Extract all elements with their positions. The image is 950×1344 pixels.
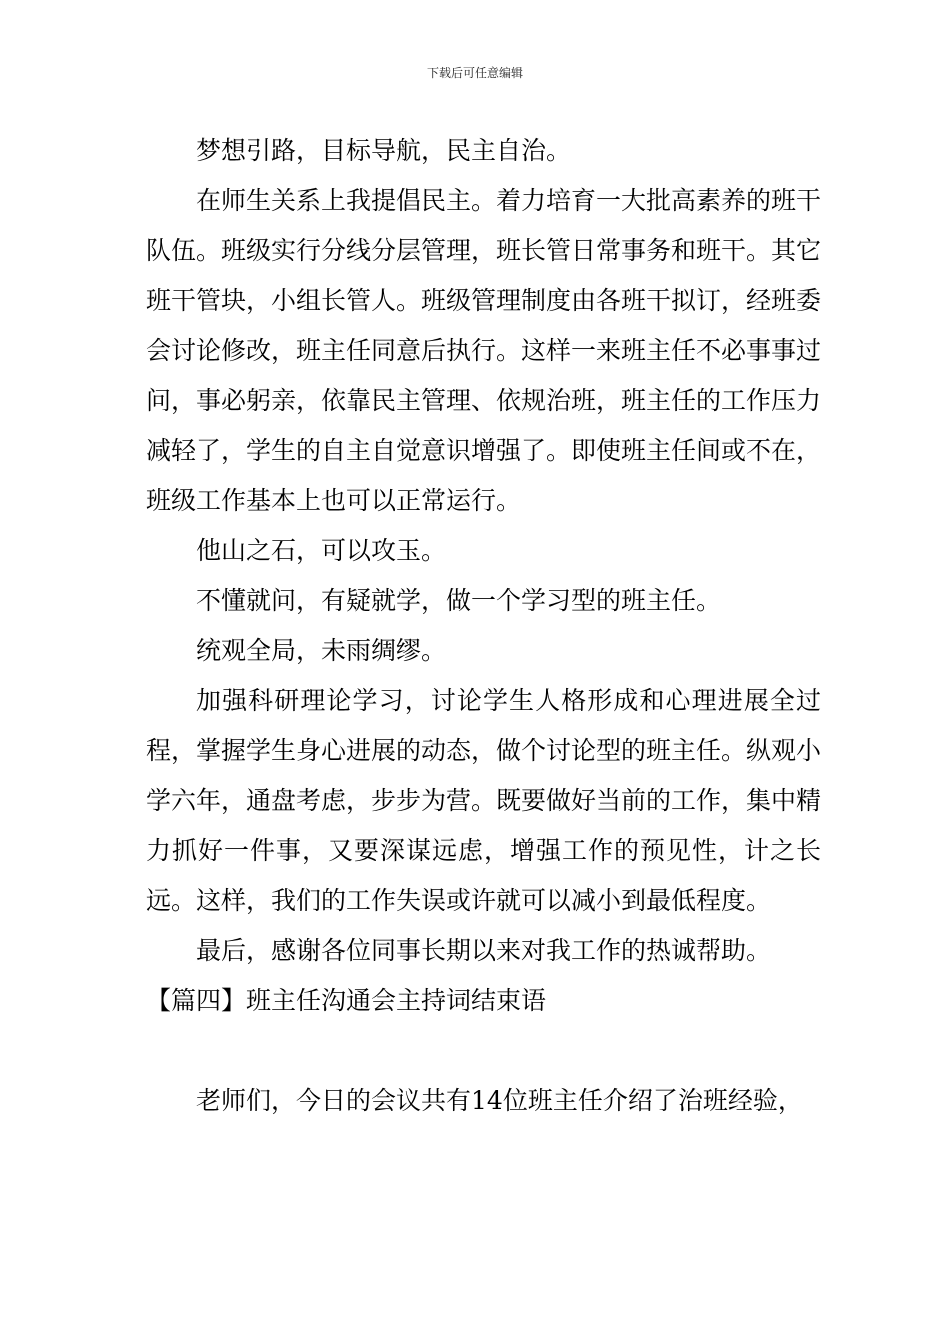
blank-line bbox=[146, 1026, 821, 1076]
document-body bbox=[146, 126, 821, 1126]
paragraph-7: 最后，感谢各位同事长期以来对我工作的热诚帮助。 bbox=[196, 936, 772, 965]
page-header: 下载后可任意编辑 bbox=[426, 66, 523, 80]
closing-paragraph: 老师们，今日的会议共有14位班主任介绍了治班经验， bbox=[196, 1086, 803, 1115]
paragraph-6: 加强科研理论学习，讨论学生人格形成和心理进展全过程，掌握学生身心进展的动态，做个讨论型的班主任。纵观小学六年，通盘考虑，步步为营。既要做好当前的工作，集中精力抓好一件事，又要深谋远虑，增强工作的预见性，计之长远。这样，我们的工作失误或许就可以减小到最低程度。 bbox=[146, 686, 822, 915]
paragraph-2: 在师生关系上我提倡民主。着力培育一大批高素养的班干队伍。班级实行分线分层管理，班长管日常事务和班干。其它班干管块，小组长管人。班级管理制度由各班干拟订，经班委会讨论修改，班主任同意后执行。这样一来班主任不必事事过问，事必躬亲，依靠民主管理、依规治班，班主任的工作压力减轻了，学生的自主自觉意识增强了。即使班主任间或不在，班级工作基本上也可以正常运行。 bbox=[146, 186, 822, 515]
paragraph-3: 他山之石，可以攻玉。 bbox=[196, 536, 447, 565]
paragraph-5: 统观全局，未雨绸缪。 bbox=[196, 636, 447, 665]
paragraph-4: 不懂就问，有疑就学，做一个学习型的班主任。 bbox=[196, 586, 722, 615]
paragraph-1: 梦想引路，目标导航，民主自治。 bbox=[196, 136, 572, 165]
section-heading: 【篇四】班主任沟通会主持词结束语 bbox=[146, 986, 547, 1015]
